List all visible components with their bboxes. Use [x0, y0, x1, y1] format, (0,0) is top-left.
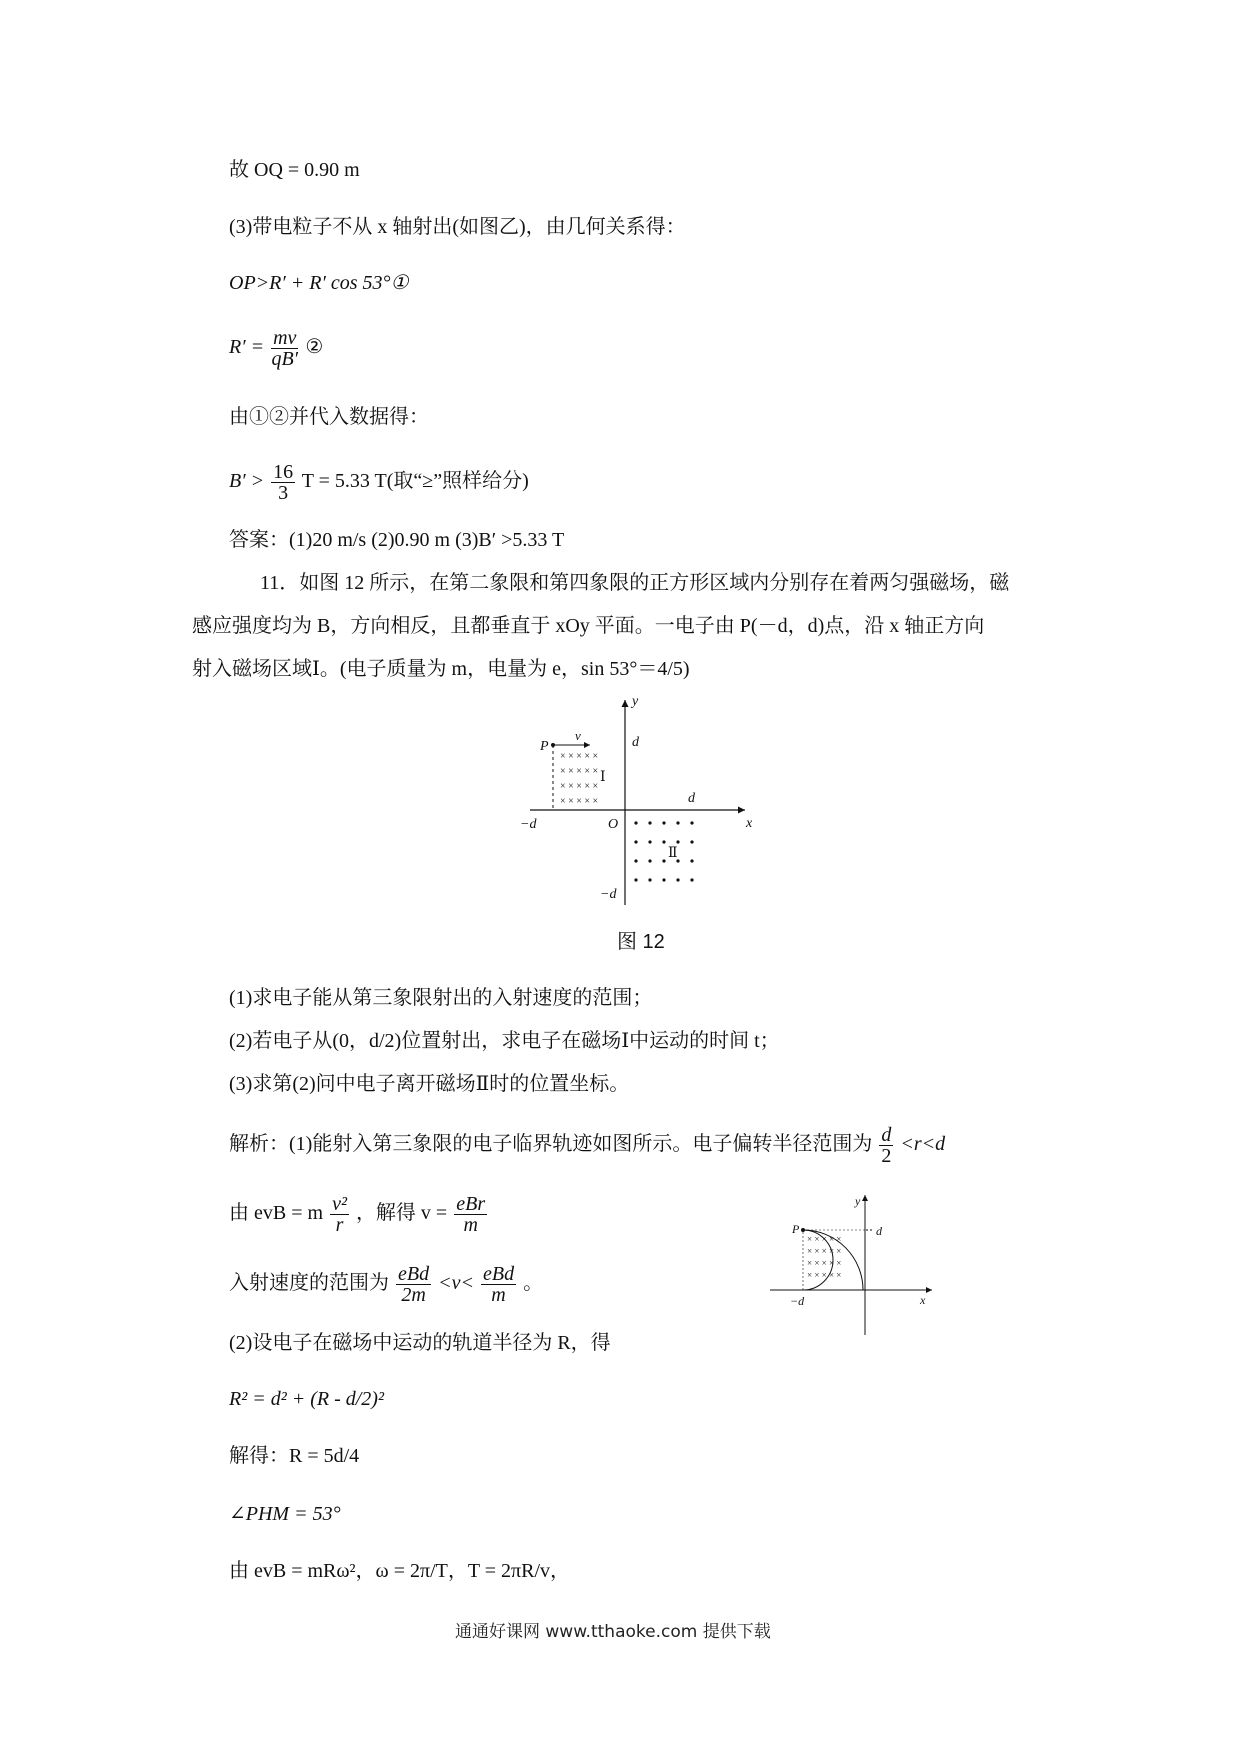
region-1-crosses — [560, 751, 598, 807]
fraction: $\frac{\text{eBd}}{m}$ — [482, 1263, 515, 1306]
figure-12 — [520, 690, 760, 905]
neg-d-label: −d — [790, 1294, 805, 1308]
fraction: $\frac{mv}{qB'}$ — [271, 327, 299, 370]
text-line: 故 OQ = 0.90 m — [229, 159, 360, 181]
problem-text: 感应强度均为 B，方向相反，且都垂直于 xOy 平面。一电子由 P(－d，d)点，沿 x 轴正方向 — [192, 615, 985, 637]
solution-line: (2)设电子在磁场中运动的轨道半径为 R，得 — [229, 1332, 611, 1354]
solution-text: 由 evB = m — [229, 1202, 324, 1225]
equation: OP>R′ + R′ cos 53°① — [229, 272, 409, 294]
solution-text: <r<d — [900, 1133, 946, 1156]
figure-caption: 图 12 — [617, 931, 665, 953]
question: (3)求第(2)问中电子离开磁场Ⅱ时的位置坐标。 — [229, 1073, 630, 1095]
eq-left: B′ > — [229, 470, 265, 493]
equation: R² = d² + (R - d/2)² — [229, 1388, 384, 1410]
eq-right: ② — [305, 336, 324, 359]
equation: 解得：R = 5d/4 — [229, 1445, 360, 1467]
solution-text: 入射速度的范围为 — [229, 1272, 389, 1295]
svg-text:× × × × ×: × × × × × — [560, 766, 599, 777]
problem-text: 射入磁场区域Ⅰ。(电子质量为 m，电量为 e，sin 53°＝4/5) — [192, 658, 690, 680]
fraction: $\frac{16}{3}$ — [273, 461, 294, 504]
fraction: $\frac{\text{eBr}}{m}$ — [456, 1193, 486, 1236]
equation: 由 evB = mRω²，ω = 2π/T，T = 2πR/v， — [229, 1560, 570, 1582]
svg-text:× × × × ×: × × × × × — [807, 1258, 842, 1268]
fraction: $\frac{\text{v²}}{r}$ — [332, 1193, 347, 1236]
solution-text: <v< — [438, 1272, 474, 1295]
svg-text:× × × × ×: × × × × × — [560, 751, 599, 762]
svg-text:× × × × ×: × × × × × — [560, 796, 599, 807]
fraction: $\frac{\text{eBd}}{2m}$ — [398, 1263, 430, 1306]
question: (2)若电子从(0，d/2)位置射出，求电子在磁场Ⅰ中运动的时间 t； — [229, 1030, 780, 1052]
solution-line — [229, 1194, 489, 1235]
svg-text:× × × × ×: × × × × × — [560, 781, 599, 792]
page-footer: 通通好课网 www.tthaoke.com 提供下载 — [455, 1622, 771, 1642]
question: (1)求电子能从第三象限射出的入射速度的范围； — [229, 987, 653, 1009]
neg-d-bottom-label: −d — [600, 887, 617, 902]
solution-text: 解析：(1)能射入第三象限的电子临界轨迹如图所示。电子偏转半径范围为 — [229, 1133, 873, 1156]
x-axis-label: x — [746, 816, 753, 831]
P-label: P — [792, 1222, 800, 1236]
region-1-crosses — [807, 1234, 841, 1280]
equation — [229, 462, 529, 503]
v-label: v — [575, 728, 581, 743]
problem-text: 11．如图 12 所示，在第二象限和第四象限的正方形区域内分别存在着两匀强磁场，磁 — [260, 572, 1010, 594]
d-right-label: d — [688, 791, 695, 806]
solution-text: ，解得 v = — [355, 1202, 448, 1225]
svg-text:× × × × ×: × × × × × — [807, 1270, 842, 1280]
fraction: $\frac{d}{2}$ — [881, 1124, 892, 1167]
eq-left: R′ = — [229, 336, 265, 359]
y-axis-label: y — [855, 1194, 861, 1208]
eq-right: T = 5.33 T(取“≥”照样给分) — [301, 470, 529, 493]
equation: ∠PHM = 53° — [229, 1503, 341, 1525]
answer-line: 答案：(1)20 m/s (2)0.90 m (3)B′ >5.33 T — [229, 529, 565, 551]
x-axis-label: x — [920, 1293, 926, 1307]
text-line: (3)带电粒子不从 x 轴射出(如图乙)，由几何关系得： — [229, 216, 686, 238]
trajectory-figure — [770, 1190, 940, 1340]
svg-text:× × × × ×: × × × × × — [807, 1234, 842, 1244]
d-label: d — [876, 1224, 882, 1238]
text-line: 由①②并代入数据得： — [229, 406, 429, 428]
solution-line — [229, 1125, 945, 1166]
region-2-label: Ⅱ — [668, 846, 678, 861]
region-1-label: Ⅰ — [600, 770, 606, 785]
equation — [229, 328, 323, 369]
origin-label: O — [608, 817, 619, 832]
y-axis-label: y — [632, 694, 639, 709]
solution-text: 。 — [523, 1272, 544, 1295]
d-top-label: d — [632, 735, 639, 750]
solution-line — [229, 1264, 543, 1305]
P-label: P — [540, 739, 549, 754]
svg-text:× × × × ×: × × × × × — [807, 1246, 842, 1256]
region-2-dots — [634, 821, 693, 881]
neg-d-left-label: −d — [520, 817, 537, 832]
